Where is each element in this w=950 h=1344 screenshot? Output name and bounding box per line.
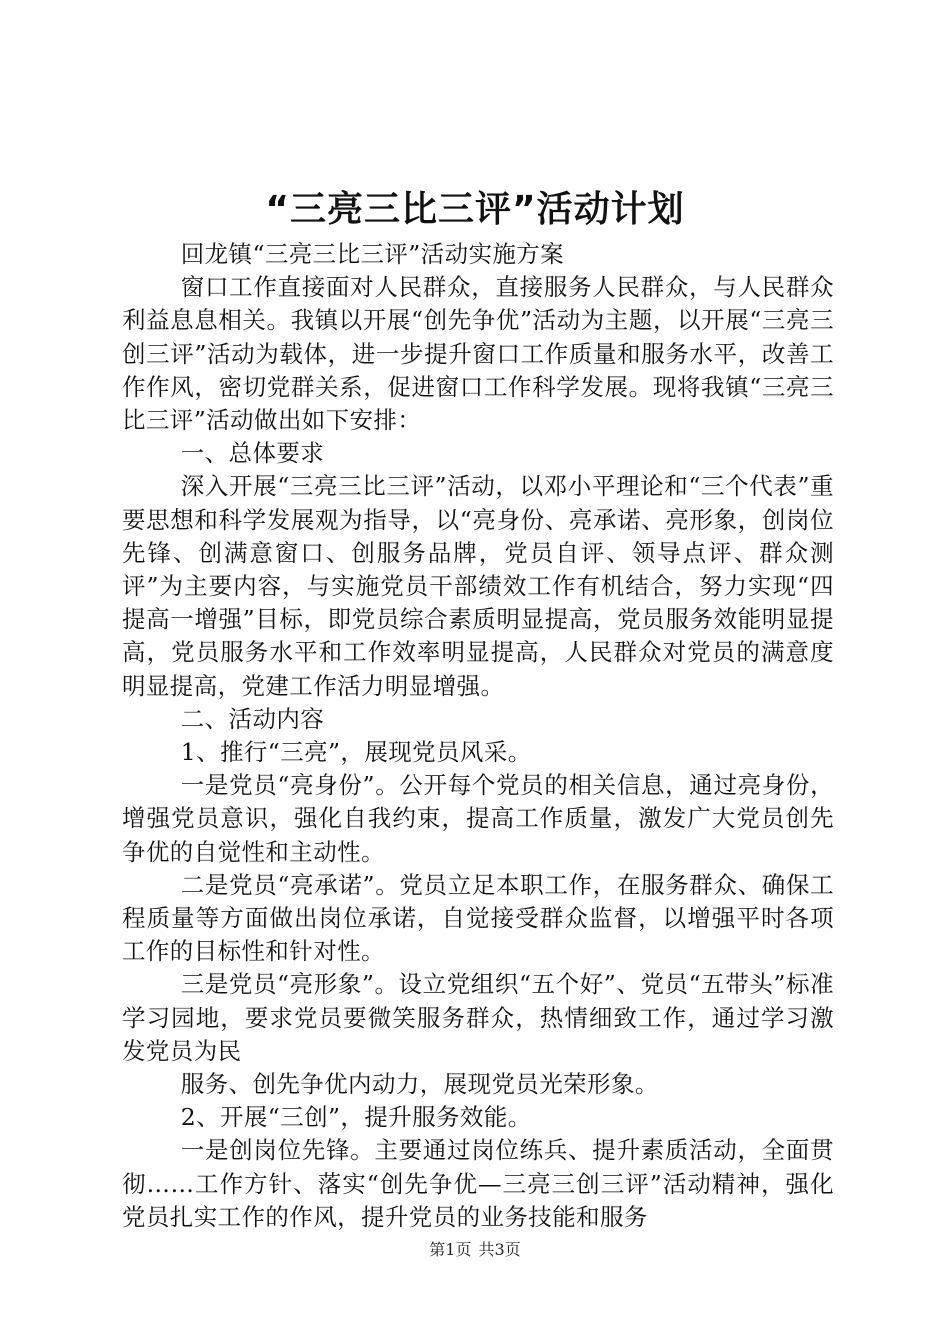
paragraph-general-requirements: 深入开展“三亮三比三评”活动，以邓小平理论和“三个代表”重要思想和科学发展观为指导，以“亮身份、亮承诺、亮形象，创岗位先锋、创满意窗口、创服务品牌，党员自评、领导点评、群众测评”为主要内容，与实施党员干部绩效工作有机结合，努力实现“四提高一增强”目标，即党员综合素质明显提高，党员服务效能明显提高，党员服务水平和工作效率明显提高，人民群众对党员的满意度明显提高，党建工作活力明显增强。 bbox=[122, 472, 834, 700]
document-title: “三亮三比三评”活动计划 bbox=[265, 189, 685, 230]
paragraph-item-3-continued: 服务、创先争优内动力，展现党员光荣形象。 bbox=[180, 1070, 659, 1099]
paragraph-item-4: 一是创岗位先锋。主要通过岗位练兵、提升素质活动，全面贯彻……工作方针、落实“创先争优—三亮三创三评”活动精神，强化党员扎实工作的作风，提升党员的业务技能和服务 bbox=[122, 1136, 834, 1231]
subheading-2: 2、开展“三创”，提升服务效能。 bbox=[180, 1103, 532, 1132]
page-footer bbox=[0, 1240, 950, 1260]
page-total: 共3页 bbox=[478, 1240, 521, 1259]
document-body bbox=[122, 238, 834, 1234]
section-heading-1: 一、总体要求 bbox=[180, 439, 325, 468]
paragraph-item-1: 一是党员“亮身份”。公开每个党员的相关信息，通过亮身份，增强党员意识，强化自我约束，提高工作质量，激发广大党员创先争优的自觉性和主动性。 bbox=[122, 771, 834, 866]
section-heading-2: 二、活动内容 bbox=[180, 704, 325, 733]
paragraph-item-2: 二是党员“亮承诺”。党员立足本职工作，在服务群众、确保工程质量等方面做出岗位承诺，自觉接受群众监督，以增强平时各项工作的目标性和针对性。 bbox=[122, 870, 834, 966]
page-number: 第1页 bbox=[429, 1240, 472, 1259]
paragraph-intro: 窗口工作直接面对人民群众，直接服务人民群众，与人民群众利益息息相关。我镇以开展“创先争优”活动为主题，以开展“三亮三创三评”活动为载体，进一步提升窗口工作质量和服务水平，改善工作作风，密切党群关系，促进窗口工作科学发展。现将我镇“三亮三比三评”活动做出如下安排： bbox=[122, 273, 834, 435]
paragraph-subtitle: 回龙镇“三亮三比三评”活动实施方案 bbox=[180, 240, 565, 268]
paragraph-item-3: 三是党员“亮形象”。设立党组织“五个好”、党员“五带头”标准学习园地，要求党员要微笑服务群众，热情细致工作，通过学习激发党员为民 bbox=[122, 970, 834, 1065]
subheading-1: 1、推行“三亮”，展现党员风采。 bbox=[180, 738, 532, 767]
